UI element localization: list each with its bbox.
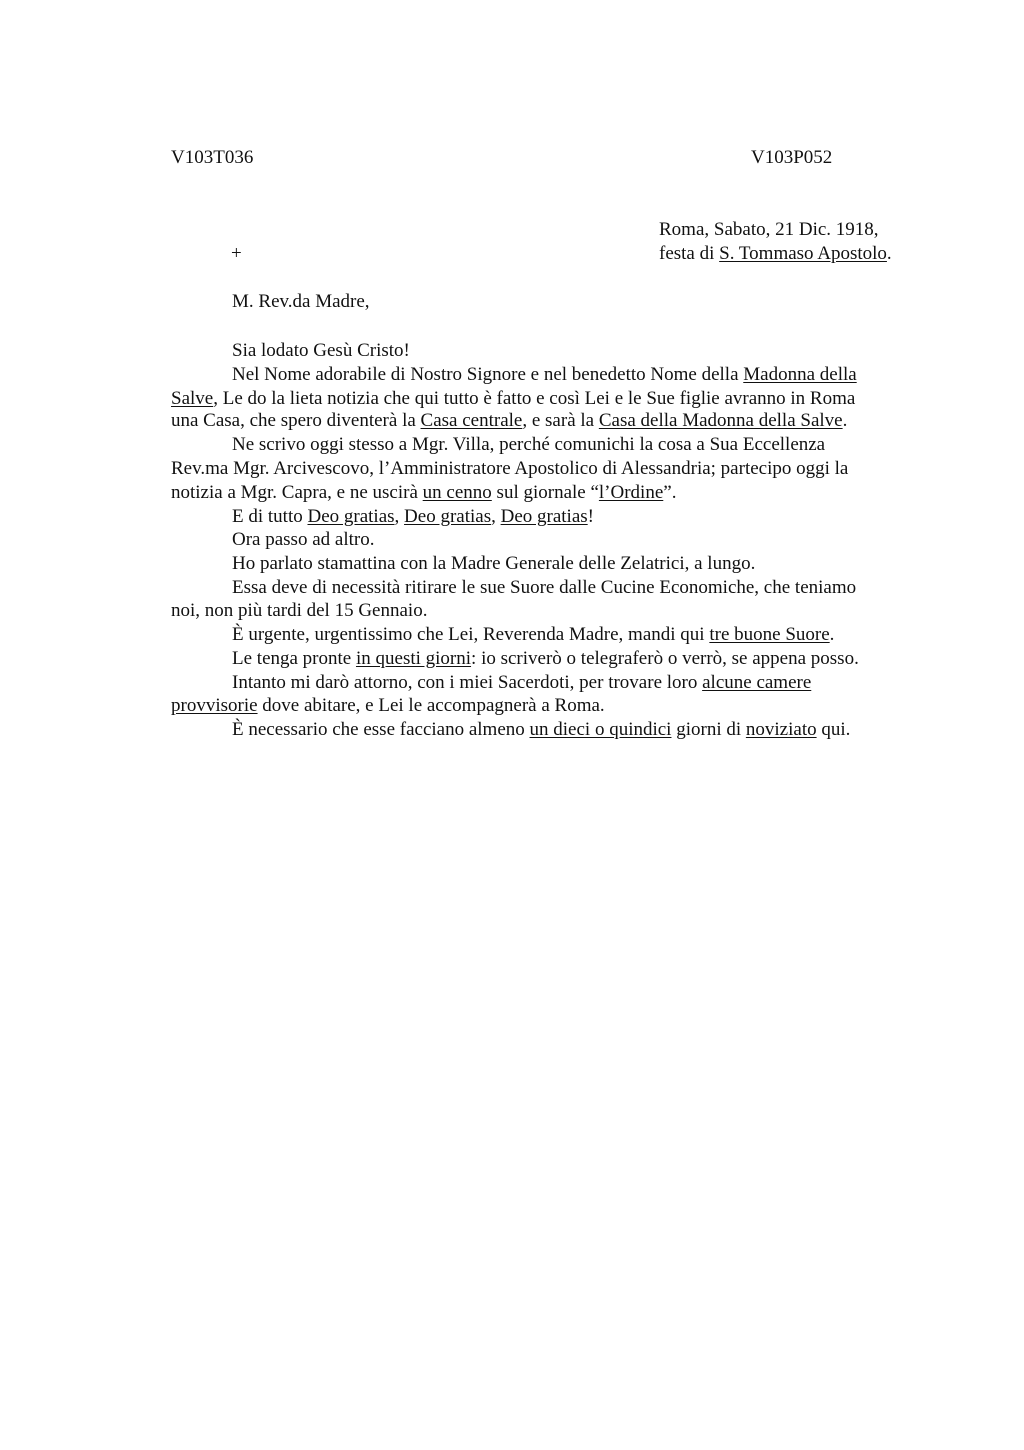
body-line: Rev.ma Mgr. Arcivescovo, l’Amministratore Apostolico di Alessandria; partecipo oggi la xyxy=(171,458,849,479)
body-line: Nel Nome adorabile di Nostro Signore e nel benedetto Nome della Madonna della xyxy=(232,364,857,385)
body-line: Salve, Le do la lieta notizia che qui tutto è fatto e così Lei e le Sue figlie avranno in Roma xyxy=(171,388,856,409)
body-line: È urgente, urgentissimo che Lei, Reverenda Madre, mandi qui tre buone Suore. xyxy=(232,624,835,645)
dateline-line2: festa di S. Tommaso Apostolo. xyxy=(659,243,892,264)
feast-name: S. Tommaso Apostolo xyxy=(719,243,887,264)
body-line: Ne scrivo oggi stesso a Mgr. Villa, perché comunichi la cosa a Sua Eccellenza xyxy=(232,434,826,455)
body-line: È necessario che esse facciano almeno un dieci o quindici giorni di noviziato qui. xyxy=(232,719,851,740)
body-line: Sia lodato Gesù Cristo! xyxy=(232,340,410,361)
body-line: Ho parlato stamattina con la Madre Generale delle Zelatrici, a lungo. xyxy=(232,553,756,574)
cross-symbol: + xyxy=(231,243,242,264)
body-line: E di tutto Deo gratias, Deo gratias, Deo gratias! xyxy=(232,506,594,527)
body-line: provvisorie dove abitare, e Lei le accompagnerà a Roma. xyxy=(171,695,605,716)
dateline-line1: Roma, Sabato, 21 Dic. 1918, xyxy=(659,219,879,240)
body-line: Intanto mi darò attorno, con i miei Sacerdoti, per trovare loro alcune camere xyxy=(232,672,812,693)
document-code-right: V103P052 xyxy=(751,147,833,168)
body-line: Le tenga pronte in questi giorni: io scriverò o telegraferò o verrò, se appena posso. xyxy=(232,648,859,669)
body-line: una Casa, che spero diventerà la Casa centrale, e sarà la Casa della Madonna della Salve. xyxy=(171,410,848,431)
body-line: noi, non più tardi del 15 Gennaio. xyxy=(171,600,428,621)
salutation: M. Rev.da Madre, xyxy=(232,291,370,312)
body-line: Ora passo ad altro. xyxy=(232,529,375,550)
body-line: Essa deve di necessità ritirare le sue Suore dalle Cucine Economiche, che teniamo xyxy=(232,577,857,598)
document-code-left: V103T036 xyxy=(171,147,254,168)
body-line: notizia a Mgr. Capra, e ne uscirà un cenno sul giornale “l’Ordine”. xyxy=(171,482,677,503)
